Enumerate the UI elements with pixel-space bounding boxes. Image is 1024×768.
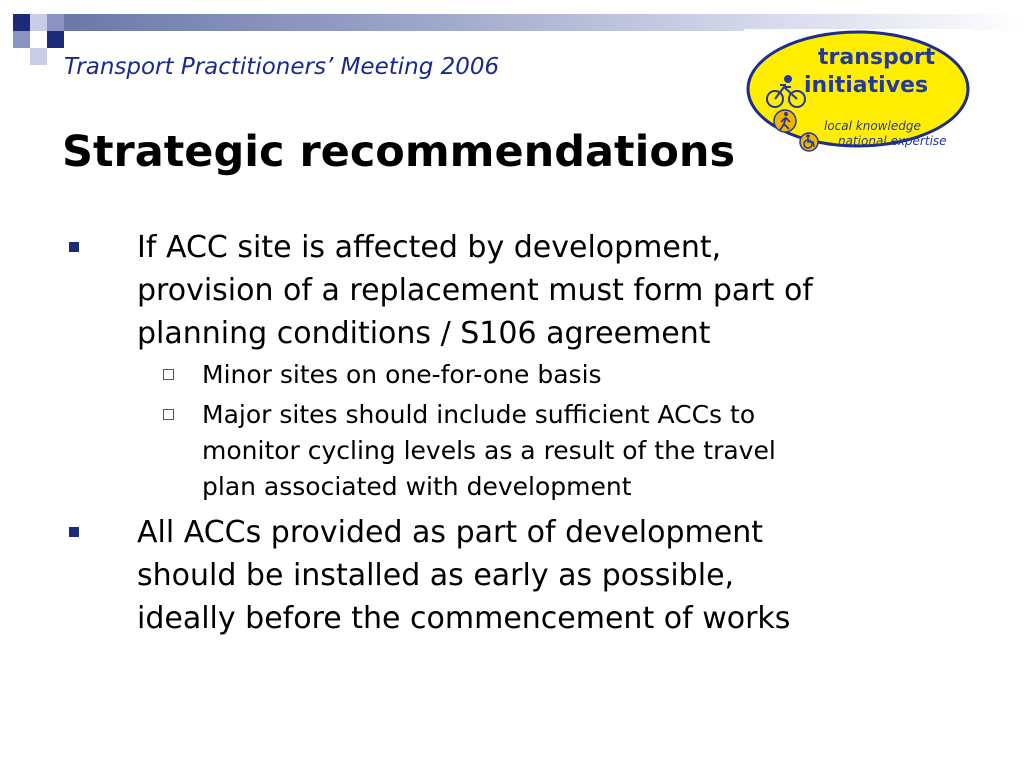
sub-bullet-line: Major sites should include sufficient ACCs to [202, 400, 756, 429]
square-bullet-icon [69, 242, 79, 252]
sub-bullet-line: plan associated with development [202, 472, 632, 501]
bullet-line: should be installed as early as possible, [137, 558, 735, 593]
bullet-line: planning conditions / S106 agreement [137, 316, 711, 351]
bullet-line: provision of a replacement must form part of [137, 273, 813, 308]
logo-graphic [744, 29, 972, 160]
bullet-line: All ACCs provided as part of development [137, 515, 763, 550]
bullet-line: ideally before the commencement of works [137, 601, 791, 636]
bullet-list [64, 226, 964, 640]
sub-bullet-item [64, 357, 964, 393]
corner-square [47, 14, 64, 31]
corner-square [13, 31, 30, 48]
sub-bullet-line: Minor sites on one-for-one basis [202, 360, 602, 389]
logo-text-transport: transport [818, 45, 936, 70]
logo-tagline-2: national expertise [838, 134, 947, 148]
bullet-item [64, 511, 964, 640]
sub-bullet-line: monitor cycling levels as a result of the travel [202, 436, 776, 465]
hollow-square-bullet-icon [163, 369, 174, 380]
meeting-subtitle: Transport Practitioners’ Meeting 2006 [64, 54, 500, 80]
corner-square [30, 48, 47, 65]
corner-square [13, 14, 30, 31]
hollow-square-bullet-icon [163, 409, 174, 420]
logo-text-initiatives: initiatives [804, 73, 929, 98]
corner-square [47, 31, 64, 48]
walking-person-icon [774, 110, 796, 132]
sub-bullet-list [64, 357, 964, 505]
bullet-item [64, 226, 964, 355]
logo-tagline-1: local knowledge [824, 119, 921, 133]
square-bullet-icon [69, 527, 79, 537]
transport-initiatives-logo [744, 29, 972, 160]
corner-square [30, 14, 47, 31]
slide-title: Strategic recommendations [62, 127, 736, 177]
bullet-line: If ACC site is affected by development, [137, 230, 722, 265]
wheelchair-icon [800, 133, 818, 151]
sub-bullet-item [64, 397, 964, 505]
